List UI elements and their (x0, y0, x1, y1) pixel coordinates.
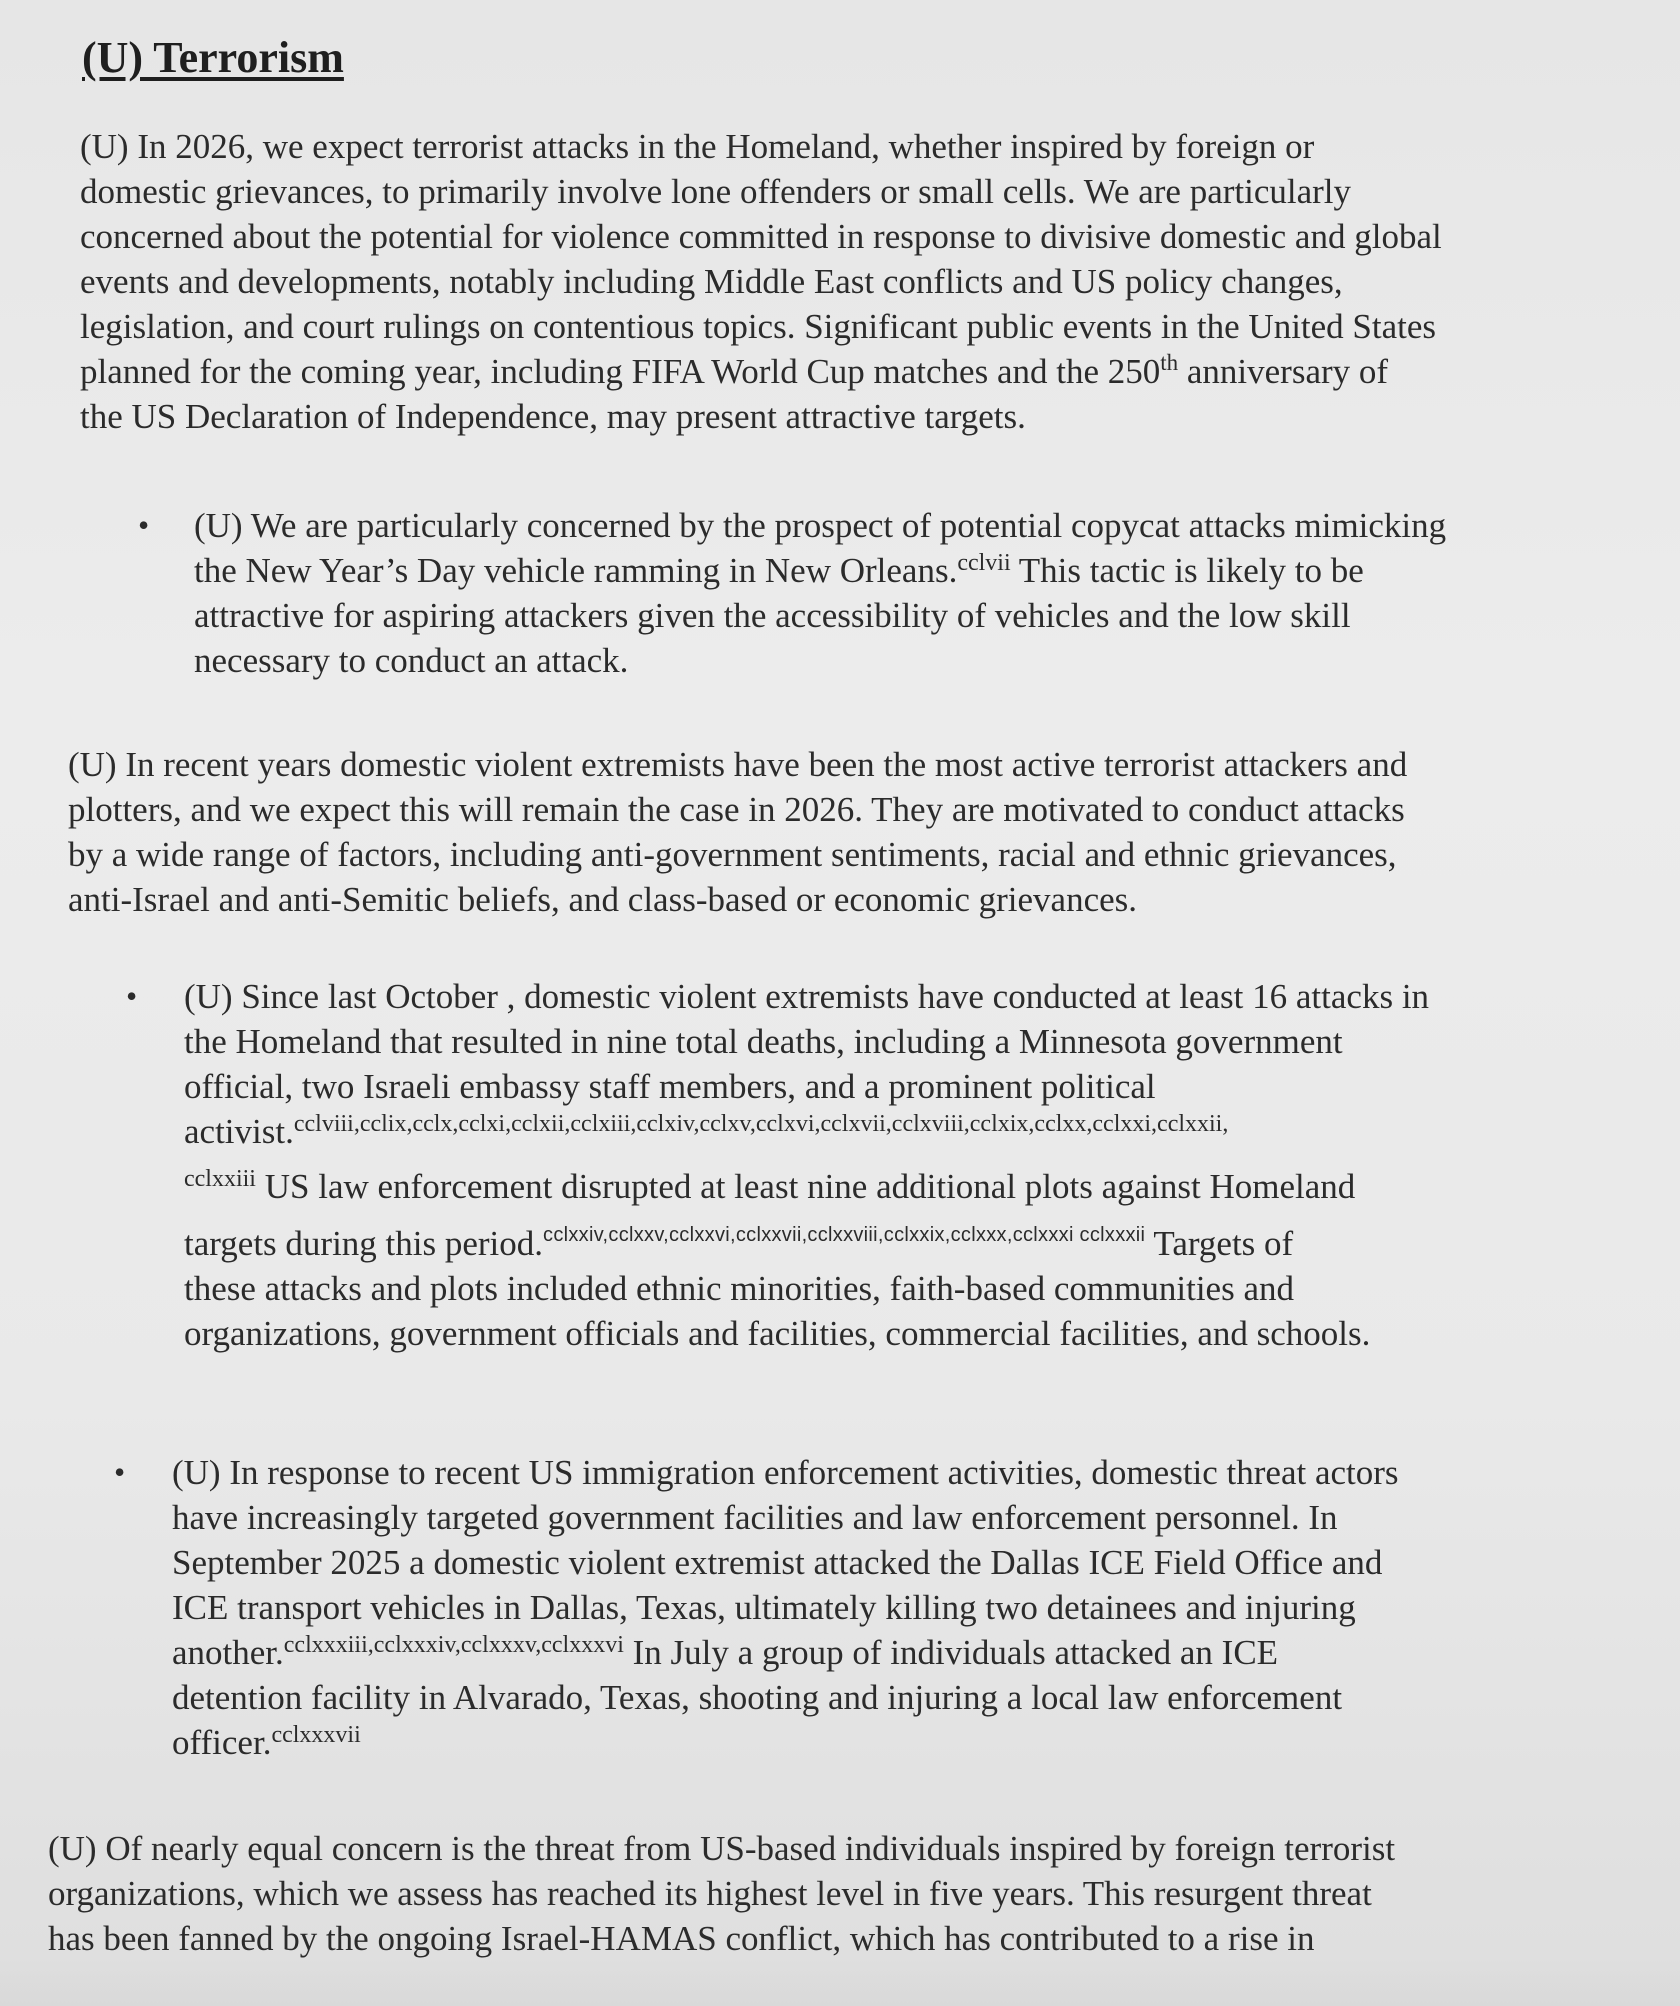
endnote-references[interactable]: cclviii,cclix,cclx,cclxi,cclxii,cclxiii,cclxiv,cclxv,cclxvi,cclxvii,cclxviii,cclxix,cclxx,cclxxi,cclxxii, (293, 1111, 1229, 1137)
endnote-references[interactable]: cclxxiv,cclxxv,cclxxvi,cclxxvii,cclxxviii,cclxxix,cclxxx,cclxxxi cclxxxii (543, 1224, 1146, 1246)
bullet-line: ICE transport vehicles in Dallas, Texas, ultimately killing two detainees and injuring (172, 1588, 1356, 1627)
paragraph-line: anti-Israel and anti-Semitic beliefs, and class-based or economic grievances. (68, 880, 1138, 919)
line-text: Targets of (1145, 1224, 1294, 1263)
line-text: the New Year’s Day vehicle ramming in New Orleans. (194, 551, 958, 590)
bullet-line (184, 1164, 1429, 1209)
paragraph-line: organizations, which we assess has reached its highest level in five years. This resurgent threat (48, 1874, 1372, 1913)
superscript-th: th (1160, 350, 1179, 375)
line-text: planned for the coming year, including FIFA World Cup matches and the 250 (80, 352, 1161, 391)
paragraph-line: (U) Of nearly equal concern is the threat from US-based individuals inspired by foreign terrorist (48, 1829, 1396, 1868)
paragraph-line: events and developments, notably including Middle East conflicts and US policy changes, (80, 262, 1343, 301)
paragraph-line (80, 349, 1442, 394)
paragraph-line: by a wide range of factors, including anti-government sentiments, racial and ethnic grievances, (68, 835, 1397, 874)
bullet-line (172, 1630, 1399, 1675)
line-text: In July a group of individuals attacked an ICE (623, 1633, 1279, 1672)
bullet-item-1 (194, 503, 1446, 683)
bullet-line: organizations, government officials and facilities, commercial facilities, and schools. (184, 1314, 1371, 1353)
paragraph-line: (U) In 2026, we expect terrorist attacks in the Homeland, whether inspired by foreign or (80, 127, 1315, 166)
line-text: anniversary of (1178, 352, 1389, 391)
bullet-line: necessary to conduct an attack. (194, 641, 629, 680)
line-text: US law enforcement disrupted at least nine additional plots against Homeland (255, 1167, 1356, 1206)
bullet-line: September 2025 a domestic violent extremist attacked the Dallas ICE Field Office and (172, 1543, 1383, 1582)
paragraph-line: plotters, and we expect this will remain the case in 2026. They are motivated to conduct attacks (68, 790, 1405, 829)
line-text: This tactic is likely to be (1010, 551, 1364, 590)
bullet-line: have increasingly targeted government facilities and law enforcement personnel. In (172, 1498, 1338, 1537)
paragraph-line: concerned about the potential for violence committed in response to divisive domestic and global (80, 217, 1442, 256)
line-text: targets during this period. (184, 1224, 544, 1263)
paragraph-3 (48, 1826, 1395, 1961)
section-heading: (U) Terrorism (82, 33, 344, 82)
endnote-reference[interactable]: cclxxxvii (271, 1722, 361, 1748)
bullet-line (184, 1109, 1429, 1154)
page-edge-shadow (0, 1960, 1680, 2006)
paragraph-line: domestic grievances, to primarily involve lone offenders or small cells. We are particularly (80, 172, 1352, 211)
paragraph-line: has been fanned by the ongoing Israel-HAMAS conflict, which has contributed to a rise in (48, 1919, 1315, 1958)
bullet-line (184, 1221, 1429, 1266)
paragraph-2 (68, 742, 1407, 922)
bullet-line: attractive for aspiring attackers given the accessibility of vehicles and the low skill (194, 596, 1351, 635)
paragraph-line: (U) In recent years domestic violent extremists have been the most active terrorist attackers and (68, 745, 1408, 784)
endnote-reference[interactable]: cclxxiii (184, 1166, 256, 1192)
bullet-line: (U) In response to recent US immigration enforcement activities, domestic threat actors (172, 1453, 1399, 1492)
endnote-references[interactable]: cclxxxiii,cclxxxiv,cclxxxv,cclxxxvi (283, 1632, 624, 1658)
bullet-icon: • (114, 1454, 126, 1490)
paragraph-line: legislation, and court rulings on contentious topics. Significant public events in the United States (80, 307, 1437, 346)
bullet-icon: • (138, 507, 150, 543)
bullet-line (172, 1720, 1399, 1765)
bullet-line: (U) Since last October , domestic violent extremists have conducted at least 16 attacks in (184, 977, 1430, 1016)
bullet-line (194, 548, 1446, 593)
bullet-line: detention facility in Alvarado, Texas, shooting and injuring a local law enforcement (172, 1678, 1343, 1717)
paragraph-line: the US Declaration of Independence, may present attractive targets. (80, 397, 1026, 436)
endnote-reference[interactable]: cclvii (957, 550, 1011, 576)
bullet-line: official, two Israeli embassy staff members, and a prominent political (184, 1067, 1156, 1106)
line-text: officer. (172, 1723, 272, 1762)
bullet-item-2 (184, 974, 1429, 1356)
bullet-line: these attacks and plots included ethnic minorities, faith-based communities and (184, 1269, 1294, 1308)
bullet-icon: • (126, 978, 138, 1014)
paragraph-1 (80, 124, 1442, 439)
bullet-line: the Homeland that resulted in nine total deaths, including a Minnesota government (184, 1022, 1343, 1061)
bullet-line: (U) We are particularly concerned by the prospect of potential copycat attacks mimicking (194, 506, 1447, 545)
line-text: activist. (184, 1112, 294, 1151)
bullet-item-3 (172, 1450, 1399, 1765)
line-text: another. (172, 1633, 284, 1672)
